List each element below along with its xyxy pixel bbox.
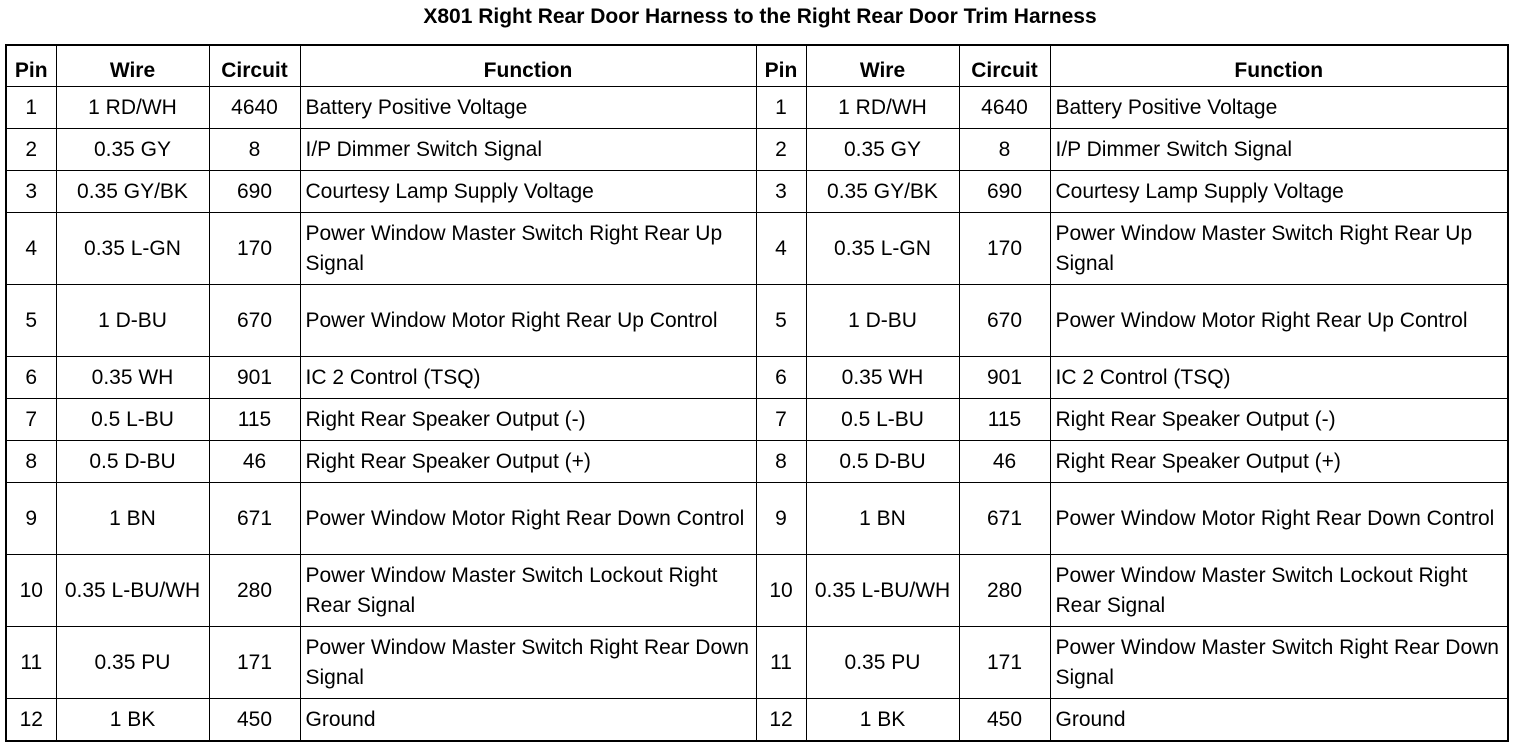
pin-cell: 7 (756, 399, 806, 441)
circuit-cell: 280 (209, 555, 300, 627)
pin-cell: 3 (756, 171, 806, 213)
wire-cell: 1 BK (806, 699, 959, 742)
table-row (6, 285, 1508, 357)
circuit-cell: 671 (209, 483, 300, 555)
pin-cell: 10 (6, 555, 56, 627)
function-cell: Right Rear Speaker Output (+) (1050, 441, 1508, 483)
table-row (6, 129, 1508, 171)
table-row (6, 357, 1508, 399)
circuit-cell: 115 (209, 399, 300, 441)
circuit-cell: 8 (959, 129, 1050, 171)
pin-cell: 9 (756, 483, 806, 555)
function-cell: I/P Dimmer Switch Signal (1050, 129, 1508, 171)
function-cell: Courtesy Lamp Supply Voltage (300, 171, 756, 213)
function-cell: IC 2 Control (TSQ) (300, 357, 756, 399)
circuit-cell: 4640 (209, 87, 300, 129)
pin-cell: 8 (6, 441, 56, 483)
column-header-wire: Wire (806, 45, 959, 87)
pin-cell: 5 (756, 285, 806, 357)
circuit-cell: 4640 (959, 87, 1050, 129)
table-row (6, 441, 1508, 483)
function-cell: Right Rear Speaker Output (-) (1050, 399, 1508, 441)
column-header-circuit: Circuit (959, 45, 1050, 87)
wire-cell: 0.5 D-BU (56, 441, 209, 483)
function-cell: Power Window Master Switch Lockout Right Rear Signal (300, 555, 756, 627)
pin-cell: 7 (6, 399, 56, 441)
column-header-circuit: Circuit (209, 45, 300, 87)
function-cell: Battery Positive Voltage (1050, 87, 1508, 129)
wire-cell: 0.35 L-BU/WH (806, 555, 959, 627)
pin-cell: 11 (756, 627, 806, 699)
function-cell: Battery Positive Voltage (300, 87, 756, 129)
pin-cell: 6 (756, 357, 806, 399)
table-row (6, 699, 1508, 742)
wire-cell: 0.35 GY/BK (56, 171, 209, 213)
column-header-wire: Wire (56, 45, 209, 87)
pin-cell: 12 (6, 699, 56, 742)
circuit-cell: 280 (959, 555, 1050, 627)
function-cell: Power Window Motor Right Rear Down Control (300, 483, 756, 555)
function-cell: Power Window Master Switch Right Rear Up Signal (1050, 213, 1508, 285)
pinout-table (5, 44, 1509, 742)
wire-cell: 0.5 D-BU (806, 441, 959, 483)
function-cell: Right Rear Speaker Output (+) (300, 441, 756, 483)
pin-cell: 2 (756, 129, 806, 171)
circuit-cell: 690 (209, 171, 300, 213)
circuit-cell: 46 (959, 441, 1050, 483)
function-cell: Power Window Master Switch Right Rear Down Signal (1050, 627, 1508, 699)
table-row (6, 171, 1508, 213)
wire-cell: 0.35 WH (56, 357, 209, 399)
pin-cell: 6 (6, 357, 56, 399)
wire-cell: 0.5 L-BU (56, 399, 209, 441)
function-cell: Right Rear Speaker Output (-) (300, 399, 756, 441)
table-row (6, 483, 1508, 555)
header-row (6, 45, 1508, 87)
circuit-cell: 690 (959, 171, 1050, 213)
wire-cell: 0.35 GY (56, 129, 209, 171)
pin-cell: 4 (6, 213, 56, 285)
wire-cell: 0.5 L-BU (806, 399, 959, 441)
pin-cell: 2 (6, 129, 56, 171)
wire-cell: 1 D-BU (56, 285, 209, 357)
pin-cell: 10 (756, 555, 806, 627)
wire-cell: 1 D-BU (806, 285, 959, 357)
circuit-cell: 170 (959, 213, 1050, 285)
wire-cell: 0.35 GY/BK (806, 171, 959, 213)
wire-cell: 1 RD/WH (806, 87, 959, 129)
wire-cell: 1 BK (56, 699, 209, 742)
table-row (6, 627, 1508, 699)
function-cell: Ground (300, 699, 756, 742)
function-cell: Power Window Master Switch Right Rear Up Signal (300, 213, 756, 285)
wire-cell: 1 BN (56, 483, 209, 555)
wire-cell: 0.35 PU (56, 627, 209, 699)
function-cell: Power Window Motor Right Rear Up Control (1050, 285, 1508, 357)
function-cell: I/P Dimmer Switch Signal (300, 129, 756, 171)
table-row (6, 87, 1508, 129)
wire-cell: 1 RD/WH (56, 87, 209, 129)
function-cell: Courtesy Lamp Supply Voltage (1050, 171, 1508, 213)
function-cell: Power Window Master Switch Lockout Right Rear Signal (1050, 555, 1508, 627)
pin-cell: 5 (6, 285, 56, 357)
function-cell: Ground (1050, 699, 1508, 742)
circuit-cell: 46 (209, 441, 300, 483)
pin-cell: 11 (6, 627, 56, 699)
circuit-cell: 671 (959, 483, 1050, 555)
pin-cell: 1 (6, 87, 56, 129)
pin-cell: 4 (756, 213, 806, 285)
wire-cell: 0.35 PU (806, 627, 959, 699)
circuit-cell: 901 (209, 357, 300, 399)
table-row (6, 555, 1508, 627)
wire-cell: 1 BN (806, 483, 959, 555)
wire-cell: 0.35 GY (806, 129, 959, 171)
pin-cell: 12 (756, 699, 806, 742)
function-cell: IC 2 Control (TSQ) (1050, 357, 1508, 399)
pin-cell: 3 (6, 171, 56, 213)
column-header-pin: Pin (756, 45, 806, 87)
function-cell: Power Window Motor Right Rear Down Control (1050, 483, 1508, 555)
circuit-cell: 450 (209, 699, 300, 742)
circuit-cell: 115 (959, 399, 1050, 441)
wire-cell: 0.35 WH (806, 357, 959, 399)
table-title: X801 Right Rear Door Harness to the Right Rear Door Trim Harness (423, 5, 1097, 28)
circuit-cell: 8 (209, 129, 300, 171)
circuit-cell: 670 (209, 285, 300, 357)
circuit-cell: 901 (959, 357, 1050, 399)
wire-cell: 0.35 L-GN (56, 213, 209, 285)
table-row (6, 399, 1508, 441)
function-cell: Power Window Master Switch Right Rear Down Signal (300, 627, 756, 699)
circuit-cell: 171 (959, 627, 1050, 699)
circuit-cell: 450 (959, 699, 1050, 742)
function-cell: Power Window Motor Right Rear Up Control (300, 285, 756, 357)
circuit-cell: 171 (209, 627, 300, 699)
circuit-cell: 170 (209, 213, 300, 285)
table-row (6, 213, 1508, 285)
pin-cell: 9 (6, 483, 56, 555)
wire-cell: 0.35 L-GN (806, 213, 959, 285)
column-header-pin: Pin (6, 45, 56, 87)
pin-cell: 1 (756, 87, 806, 129)
pin-cell: 8 (756, 441, 806, 483)
column-header-function: Function (1050, 45, 1508, 87)
circuit-cell: 670 (959, 285, 1050, 357)
wire-cell: 0.35 L-BU/WH (56, 555, 209, 627)
column-header-function: Function (300, 45, 756, 87)
